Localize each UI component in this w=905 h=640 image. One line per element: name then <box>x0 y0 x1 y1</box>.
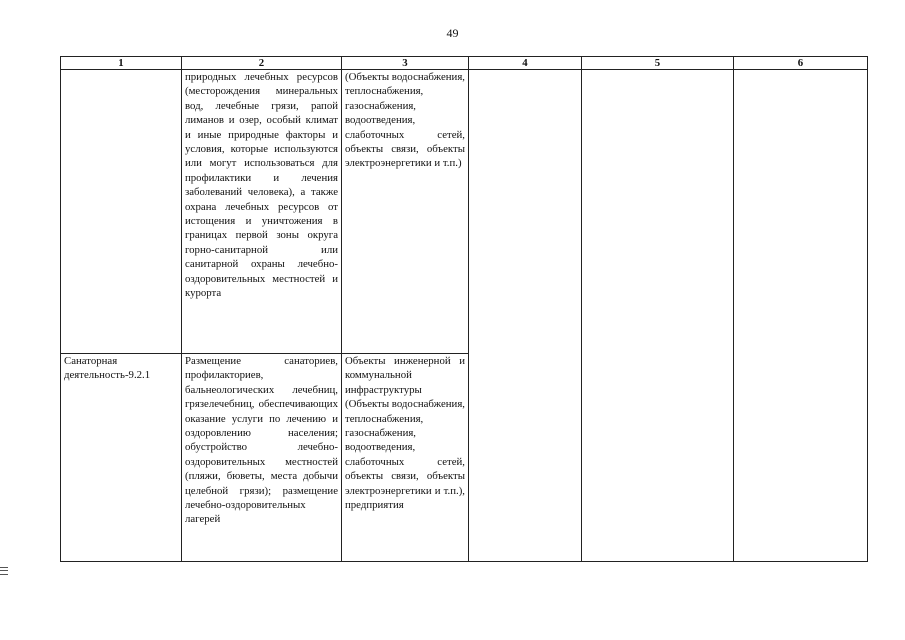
row2-description-cell: Размещение санаториев, профилакториев, бальнеологических лечебниц, грязелечебниц, обеспечивающих оказание услуги по лечению и оздоровлению населения; обустройство лечебно-оздоровительных местностей (пляжи, бюветы, места добычи целебной грязи); размещение лечебно-оздоровительных лагерей <box>182 354 342 562</box>
header-col-2: 2 <box>182 57 342 70</box>
row2-activity-cell: Санаторная деятельность-9.2.1 <box>61 354 182 562</box>
col5-cell <box>582 70 734 562</box>
col6-cell <box>734 70 868 562</box>
table-row <box>61 70 868 354</box>
header-col-5: 5 <box>582 57 734 70</box>
header-col-4: 4 <box>469 57 582 70</box>
margin-mark <box>0 567 8 575</box>
row1-objects-cell: (Объекты водоснабжения, теплоснабжения, газоснабжения, водоотведения, слаботочных сетей, объекты связи, объекты электроэнергетики и т.п.) <box>342 70 469 354</box>
header-col-6: 6 <box>734 57 868 70</box>
row1-col1-cell <box>61 70 182 354</box>
header-col-1: 1 <box>61 57 182 70</box>
table-header-row <box>61 57 868 70</box>
land-use-table <box>60 56 868 562</box>
col4-cell <box>469 70 582 562</box>
row1-description-cell: природных лечебных ресурсов (месторождения минеральных вод, лечебные грязи, рапой лиманов и озер, особый климат и иные природные факторы и условия, которые используются или могут использоваться для профилактики и лечения заболеваний человека), а также охрана лечебных ресурсов от истощения и уничтожения в границах первой зоны округа горно-санитарной или санитарной охраны лечебно-оздоровительных местностей и курорта <box>182 70 342 354</box>
header-col-3: 3 <box>342 57 469 70</box>
page-number: 49 <box>446 26 459 40</box>
row2-objects-cell: Объекты инженерной и коммунальной инфраструктуры (Объекты водоснабжения, теплоснабжения, газоснабжения, водоотведения, слаботочных сетей, объекты связи, объекты электроэнергетики и т.п.), предприятия <box>342 354 469 562</box>
